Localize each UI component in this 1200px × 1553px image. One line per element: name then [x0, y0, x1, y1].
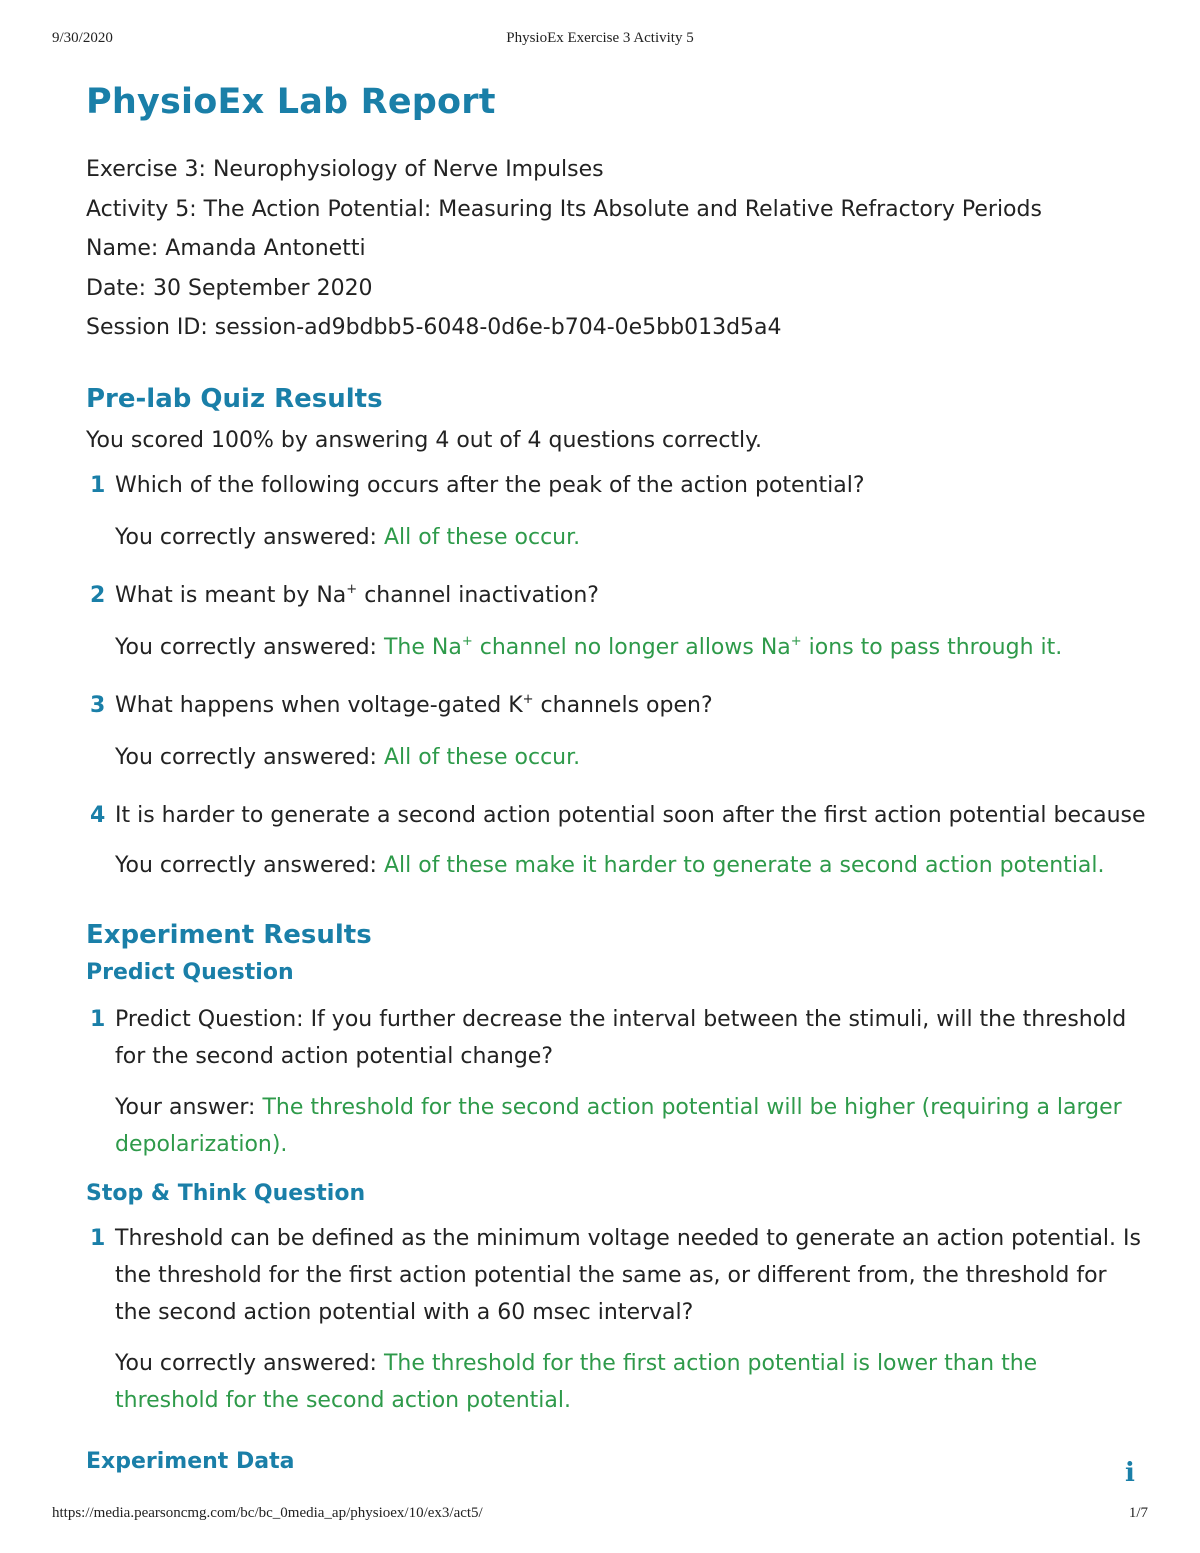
activity-line: Activity 5: The Action Potential: Measuring Its Absolute and Relative Refractory Periods: [86, 196, 1042, 222]
report-date: Date: 30 September 2020: [86, 275, 373, 301]
report-content: [86, 82, 1146, 1474]
report-title: PhysioEx Lab Report: [86, 82, 496, 122]
print-date: 9/30/2020: [52, 30, 113, 46]
answer-text: All of these make it harder to generate a second action potential.: [383, 852, 1105, 878]
question-number: 4: [90, 802, 106, 828]
session-id: Session ID: session-ad9bdbb5-6048-0d6e-b704-0e5bb013d5a4: [86, 315, 782, 340]
question-number: 2: [90, 582, 106, 608]
exercise-line: Exercise 3: Neurophysiology of Nerve Impulses: [86, 157, 604, 182]
student-name: Name: Amanda Antonetti: [86, 236, 366, 261]
footer-url: https://media.pearsoncmg.com/bc/bc_0media_ap/physioex/10/ex3/act5/: [52, 1505, 483, 1521]
prelab-question-4: [86, 797, 1146, 884]
answer-prefix: You correctly answered:: [115, 1350, 377, 1376]
answer-prefix: You correctly answered:: [115, 852, 377, 878]
print-page-title: PhysioEx Exercise 3 Activity 5: [506, 30, 694, 46]
stop-think-heading: Stop & Think Question: [86, 1180, 366, 1206]
experiment-data-heading: Experiment Data: [86, 1448, 295, 1474]
question-text: It is harder to generate a second action potential soon after the first action potential because: [115, 802, 1146, 828]
question-number: 1: [90, 1225, 106, 1251]
answer-line: [115, 519, 1146, 556]
question-text: What is meant by Na+ channel inactivation?: [115, 581, 599, 608]
question-number: 1: [90, 472, 106, 498]
experiment-results-heading: Experiment Results: [86, 919, 372, 950]
predict-question-1: [86, 1001, 1146, 1163]
prelab-question-1: [86, 467, 1146, 556]
answer-prefix: Your answer:: [115, 1094, 256, 1120]
answer-prefix: You correctly answered:: [115, 634, 377, 660]
answer-prefix: You correctly answered:: [115, 744, 377, 770]
report-meta: [86, 150, 1146, 348]
answer-text: All of these occur.: [383, 524, 581, 550]
info-icon[interactable]: i: [1125, 1458, 1135, 1488]
answer-text: The Na+ channel no longer allows Na+ ions to pass through it.: [383, 633, 1063, 660]
stop-think-question-1: [86, 1220, 1146, 1419]
prelab-score: You scored 100% by answering 4 out of 4 questions correctly.: [86, 427, 763, 453]
answer-text: All of these occur.: [383, 744, 581, 770]
answer-prefix: You correctly answered:: [115, 524, 377, 550]
question-number: 1: [90, 1006, 106, 1032]
answer-line: [115, 739, 1146, 776]
prelab-question-3: [86, 687, 1146, 776]
question-text: What happens when voltage-gated K+ channels open?: [115, 691, 713, 718]
answer-line: [115, 1089, 1146, 1163]
answer-text: The threshold for the first action potential is lower than the threshold for the second action potential.: [115, 1350, 1038, 1413]
prelab-question-2: [86, 577, 1146, 666]
question-text: Which of the following occurs after the peak of the action potential?: [115, 472, 865, 498]
predict-question-heading: Predict Question: [86, 959, 294, 985]
answer-line: [115, 1345, 1146, 1419]
answer-line: [115, 629, 1146, 666]
footer-page-number: 1/7: [1128, 1505, 1148, 1521]
prelab-heading: Pre-lab Quiz Results: [86, 383, 383, 414]
question-text: Predict Question: If you further decrease the interval between the stimuli, will the threshold for the second action potential change?: [115, 1006, 1127, 1069]
question-number: 3: [90, 692, 106, 718]
question-text: Threshold can be defined as the minimum voltage needed to generate an action potential. Is the threshold for the first action potential the same as, or different from, the threshold for the second action potential with a 60 msec interval?: [115, 1225, 1141, 1325]
answer-line: [115, 847, 1146, 884]
answer-text: The threshold for the second action potential will be higher (requiring a larger depolarization).: [115, 1094, 1122, 1157]
